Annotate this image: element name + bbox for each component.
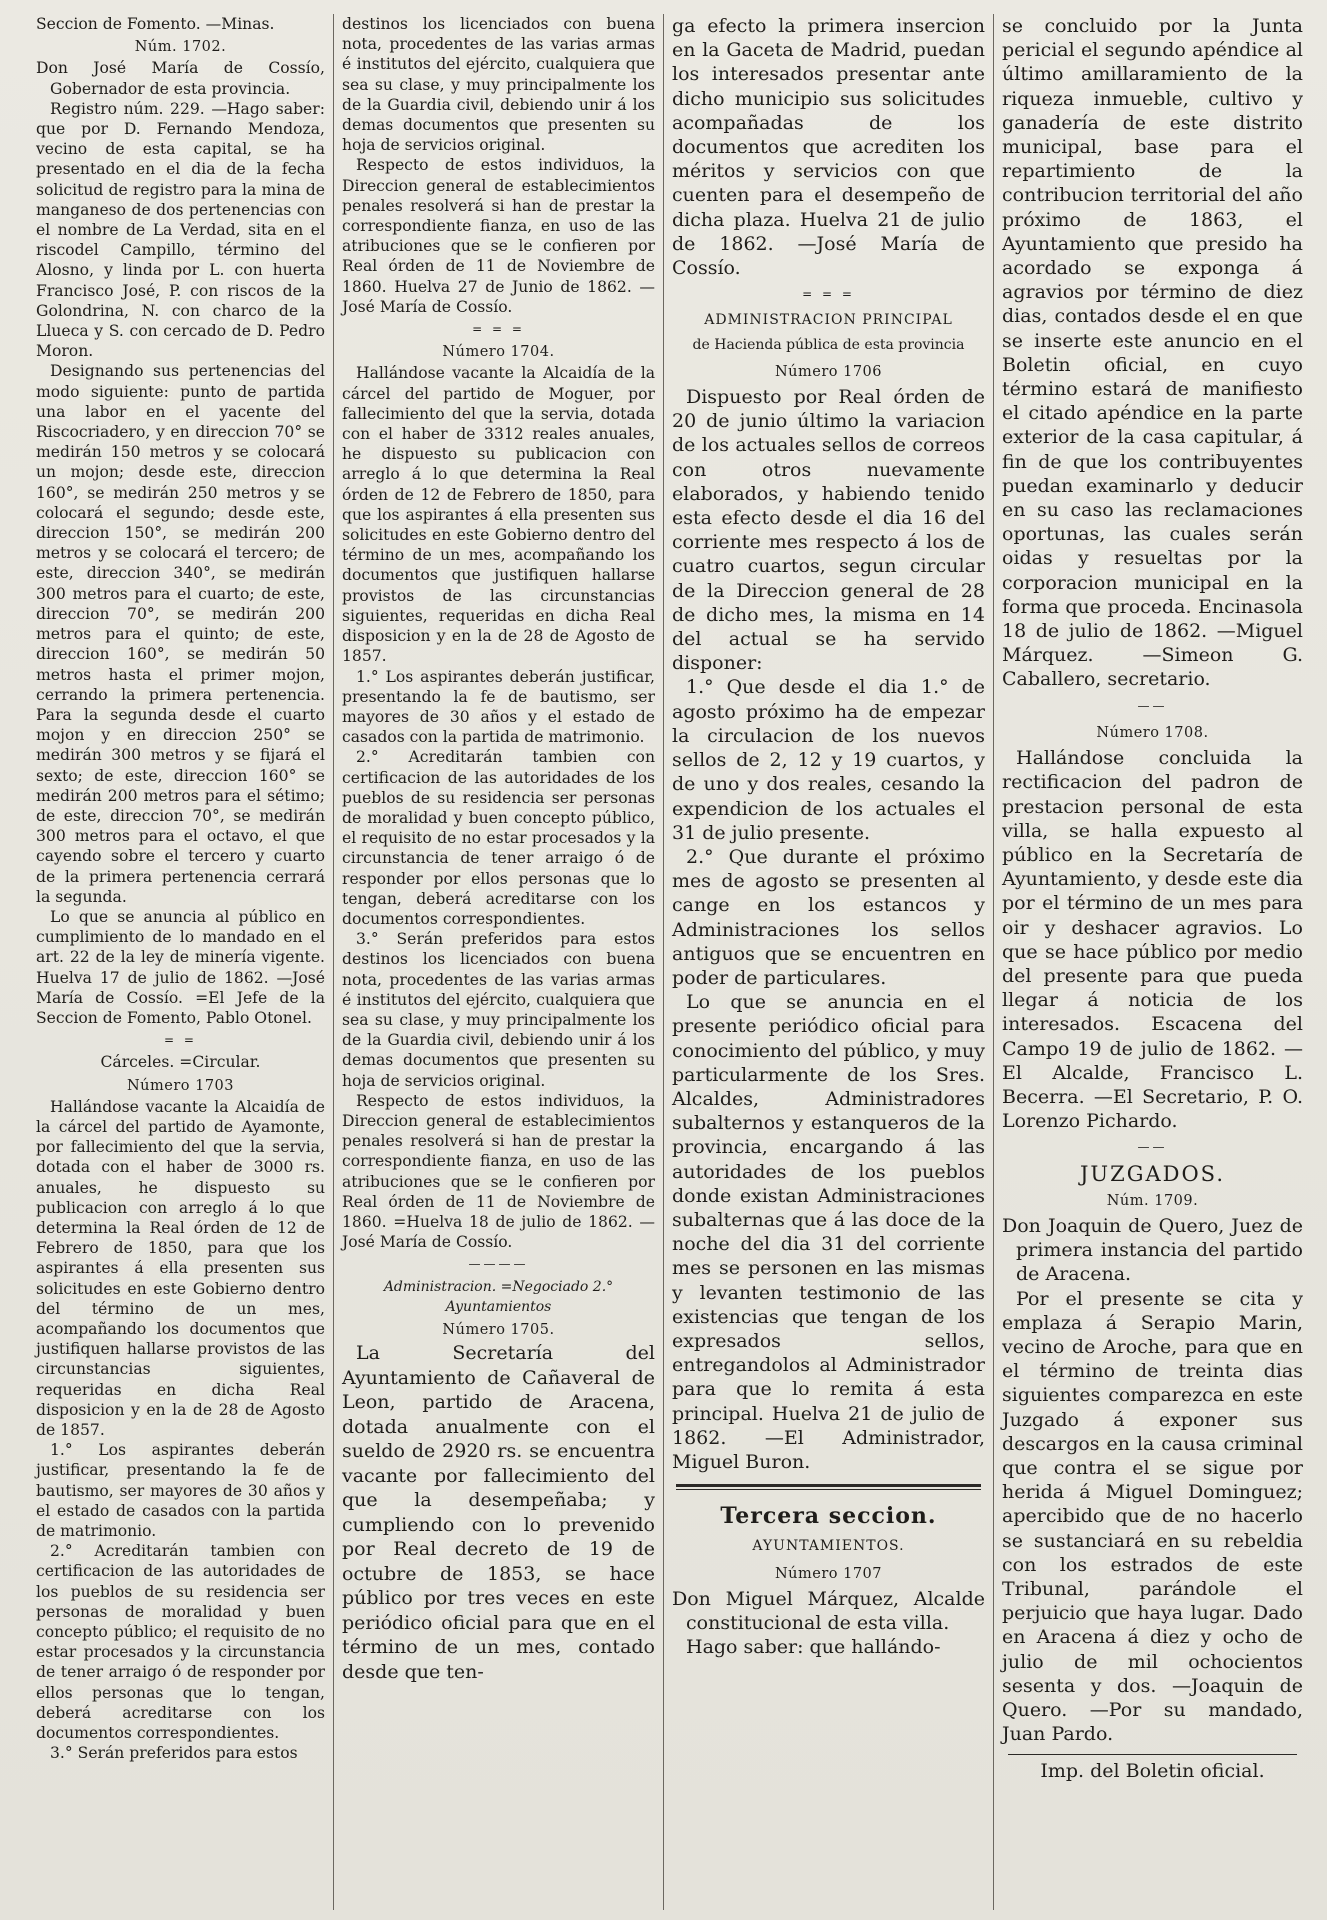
section-rule [676, 1484, 981, 1490]
column-4 [993, 14, 1311, 1910]
section-heading: Administracion. =Negociado 2.° [383, 1278, 614, 1295]
paragraph: Lo que se anuncia al público en cumplimiento de lo mandado en el art. 22 de la ley de minería vigente. Huelva 17 de julio de 1862. —José María de Cossío. =El Jefe de la Seccion de Fomento, Pablo Otonel. [36, 907, 325, 1027]
paragraph: La Secretaría del Ayuntamiento de Cañaveral de Leon, partido de Aracena, dotada anualmente con el sueldo de 2920 rs. se encuentra vacante por fallecimiento del que la desempeñaba; y cumpliendo con lo prevenido por Real decreto de 19 de octubre de 1853, se hace público por tres veces en este periódico oficial para que en el término de un mes, contado desde que ten- [342, 1342, 655, 1683]
paragraph: 1.° Que desde el dia 1.° de agosto próximo ha de empezar la circulacion de los nuevos sellos de 2, 12 y 19 cuartos, y de uno y dos reales, cesando la expendicion de los actuales el 31 de julio presente. [672, 676, 985, 844]
paragraph: Lo que se anuncia en el presente periódico oficial para conocimiento del público, y muy particularmente de los Sres. Alcaldes, Administradores subalternos y estanqueros de la provincia, encargando á las autoridades de los pueblos donde existan Administraciones subalternas que á las doce de la noche del dia 31 del corriente mes se personen en las mismas y levanten testimonio de las existencias que tengan de los expresados sellos, entregandolos al Administrador para que lo remita á esta principal. Huelva 21 de julio de 1862. —El Administrador, Miguel Buron. [672, 991, 985, 1473]
separator: —— [1137, 1140, 1168, 1155]
paragraph: Hallándose vacante la Alcaidía de la cárcel del partido de Ayamonte, por fallecimiento del que la servia, dotada con el haber de 3000 rs. anuales, he dispuesto su publicacion con arreglo á lo que determina la Real órden de 12 de Febrero de 1850, para que los aspirantes á ella presenten sus solicitudes en este Gobierno dentro del término de un mes, acompañando los documentos que justifiquen hallarse provistos de las circunstancias siguientes, requeridas en dicha Real disposicion y en la de 28 de Agosto de 1857. [36, 1097, 325, 1440]
paragraph: 1.° Los aspirantes deberán justificar, presentando la fe de bautismo, ser mayores de 30 años y el estado de casados con la partida de matrimonio. [36, 1441, 325, 1541]
section-heading: AYUNTAMIENTOS. [752, 1538, 905, 1555]
separator: —— [1137, 698, 1168, 713]
notice-number: Número 1704. [442, 344, 555, 361]
section-heading: Cárceles. =Circular. [100, 1053, 261, 1072]
paragraph: 3.° Serán preferidos para estos destinos los licenciados con buena nota, procedentes de las varias armas é institutos del ejército, cualquiera que sea su clase, y muy principalmente los de la Guardia civil, debiendo unir á los demas documentos que presenten su hoja de servicios original. [342, 930, 655, 1090]
paragraph: 1.° Los aspirantes deberán justificar, presentando la fe de bautismo, ser mayores de 30 años y el estado de casados con la partida de matrimonio. [342, 667, 655, 747]
notice-number: Número 1708. [1096, 724, 1209, 741]
notice-author: Don Miguel Márquez, Alcalde constitucional de esta villa. [672, 1587, 985, 1634]
paragraph: Hago saber: que hallándo- [686, 1636, 941, 1659]
notice-number: Núm. 1702. [134, 39, 227, 56]
column-2 [333, 14, 663, 1910]
separator: ———— [468, 1257, 529, 1272]
separator: = = = [802, 287, 855, 302]
notice-number: Número 1706 [774, 363, 883, 380]
separator: = = = [472, 322, 525, 337]
paragraph: destinos los licenciados con buena nota, procedentes de las varias armas é institutos del ejército, cualquiera que sea su clase, y muy principalmente los de la Guardia civil, debiendo unir á los demas documentos que presenten su hoja de servicios original. [342, 15, 655, 155]
notice-author: Don José María de Cossío, Gobernador de esta provincia. [36, 59, 325, 98]
paragraph: Respecto de estos individuos, la Direccion general de establecimientos penales resolverá si han de prestar la correspondiente fianza, en uso de las atribuciones que se le confieren por Real órden de 11 de Noviembre de 1860. Huelva 27 de Junio de 1862. —José María de Cossío. [342, 156, 655, 316]
paragraph: 2.° Acreditarán tambien con certificacion de las autoridades de los pueblos de su residencia ser personas de moralidad y buen concepto público, el requisito de no estar procesados y la circunstancia de tener arraigo ó de responder por ellos personas que lo tengan, deberá acreditarse con los documentos correspondientes. [342, 748, 655, 928]
notice-number: Número 1707 [774, 1565, 883, 1582]
paragraph: Dispuesto por Real órden de 20 de junio último la variacion de los actuales sellos de correos con otros nuevamente elaborados, y habiendo tenido esta efecto desde el dia 16 del corriente mes respecto á los de cuatro cuartos, segun circular de la Direccion general de 28 de dicho mes, la misma en 14 del actual se ha servido disponer: [672, 386, 985, 675]
notice-number: Núm. 1709. [1106, 1192, 1199, 1209]
paragraph: Respecto de estos individuos, la Direccion general de establecimientos penales resolverá si han de prestar la correspondiente fianza, en uso de las atribuciones que se le confieren por Real órden de 11 de Noviembre de 1860. =Huelva 18 de julio de 1862. —José María de Cossío. [342, 1091, 655, 1252]
notice-number: Número 1703 [126, 1077, 235, 1094]
footer-rule [1008, 1754, 1297, 1755]
columns [28, 14, 1311, 1910]
section-heading: JUZGADOS. [1079, 1161, 1225, 1186]
column-1 [28, 14, 333, 1910]
notice-author: Don Joaquin de Quero, Juez de primera instancia del partido de Aracena. [1002, 1214, 1303, 1286]
column-3 [663, 14, 993, 1910]
paragraph: 2.° Acreditarán tambien con certificacion de las autoridades de los pueblos de su residencia ser personas de moralidad y buen concepto público; el requisito de no estar procesados y la circunstancia de tener arraigo ó de responder por ellos personas que lo tengan, deberá acreditarse con los documentos correspondientes. [36, 1542, 325, 1743]
section-heading: Seccion de Fomento. —Minas. [36, 15, 275, 33]
imprint: Imp. del Boletin oficial. [1040, 1760, 1265, 1783]
separator: = = [164, 1033, 197, 1048]
paragraph: 3.° Serán preferidos para estos [50, 1744, 298, 1763]
section-heading: ADMINISTRACION PRINCIPAL [704, 312, 953, 329]
paragraph: Hallándose vacante la Alcaidía de la cárcel del partido de Moguer, por fallecimiento del que la servia, dotada con el haber de 3312 reales anuales, he dispuesto su publicacion con arreglo á lo que determina la Real órden de 12 de Febrero de 1850, para que los aspirantes á ella presenten sus solicitudes en este Gobierno dentro del término de un mes, acompañando los documentos que justifiquen hallarse provistos de las circunstancias siguientes, requeridas en dicha Real disposicion y en la de 28 de Agosto de 1857. [342, 364, 655, 666]
section-title: Tercera seccion. [720, 1503, 937, 1530]
notice-number: Número 1705. [442, 1322, 555, 1338]
paragraph: ga efecto la primera insercion en la Gaceta de Madrid, puedan los interesados presentar ante dicho municipio sus solicitudes acompañadas de los documentos que acrediten los méritos y servicios con que cuenten para el desempeño de dicha plaza. Huelva 21 de julio de 1862. —José María de Cossío. [672, 15, 985, 280]
paragraph: Por el presente se cita y emplaza á Serapio Marin, vecino de Aroche, para que en el término de treinta dias siguientes comparezca en este Juzgado á exponer sus descargos en la causa criminal que contra el se sigue por herida á Miguel Dominguez; apercibido que de no hacerlo se sustanciará en su rebeldia con los estrados de este Tribunal, parándole el perjuicio que haya lugar. Dado en Aracena á diez y ocho de julio de mil ochocientos sesenta y dos. —Joaquin de Quero. —Por su mandado, Juan Pardo. [1002, 1287, 1303, 1746]
paragraph: Hallándose concluida la rectificacion del padron de prestacion personal de esta villa, se halla expuesto al público en la Secretaría de Ayuntamiento, y desde este dia por el término de un mes para oir y deshacer agravios. Lo que se hace público por medio del presente para que pueda llegar á noticia de los interesados. Escacena del Campo 19 de julio de 1862. —El Alcalde, Francisco L. Becerra. —El Secretario, P. O. Lorenzo Pichardo. [1002, 747, 1303, 1133]
paragraph: Registro núm. 229. —Hago saber: que por D. Fernando Mendoza, vecino de esta capital, se ha presentado en el dia de la fecha solicitud de registro para la mina de manganeso de dos pertenencias con el nombre de La Verdad, sita en el riscodel Campillo, término del Alosno, y linda por L. con huerta Francisco José, P. con riscos de la Golondrina, N. con charco de la Llueca y S. con cercado de D. Pedro Moron. [36, 99, 325, 361]
paragraph: Designando sus pertenencias del modo siguiente: punto de partida una labor en el yacente del Riscocriadero, y en direccion 70° se medirán 150 metros y se colocará un mojon; desde este, direccion 160°, se medirán 250 metros y se colocará el segundo; desde este, direccion 150°, se medirán 200 metros y se colocará el tercero; de este, direccion 340°, se medirán 300 metros para el cuarto; de este, direccion 70°, se medirán 200 metros para el quinto; de este, direccion 160°, se medirán 50 metros hasta el primer mojon, cerrando la primera pertenencia. Para la segunda desde el cuarto mojon y en direccion 250° se medirán 300 metros y se fijará el sexto; de este, direccion 160° se medirán 200 metros para el sétimo; de este, direccion 70°, se medirán 300 metros para el octavo, el que cayendo sobre el tercero y cuarto de la primera pertenencia cerrará la segunda. [36, 362, 325, 906]
paragraph: se concluido por la Junta pericial el segundo apéndice al último amillaramiento de la riqueza inmueble, cultivo y ganadería de este distrito municipal, base para el repartimiento de la contribucion territorial del año próximo de 1863, el Ayuntamiento que presido ha acordado se exponga á agravios por término de diez dias, contados desde el en que se inserte este anuncio en el Boletin oficial, en cuyo término estará de manifiesto el citado apéndice en la parte exterior de la casa capitular, á fin de que los contribuyentes puedan examinarlo y deducir en su caso las reclamaciones oportunas, las cuales serán oidas y resueltas por la corporacion municipal en la forma que proceda. Encinasola 18 de julio de 1862. —Miguel Márquez. —Simeon G. Caballero, secretario. [1002, 15, 1303, 691]
paragraph: 2.° Que durante el próximo mes de agosto se presenten al cange en los estancos y Administraciones los sellos antiguos que se encuentren en poder de particulares. [672, 845, 985, 989]
section-subheading: de Hacienda pública de esta provincia [692, 336, 965, 353]
section-subheading: Ayuntamientos [445, 1298, 552, 1315]
